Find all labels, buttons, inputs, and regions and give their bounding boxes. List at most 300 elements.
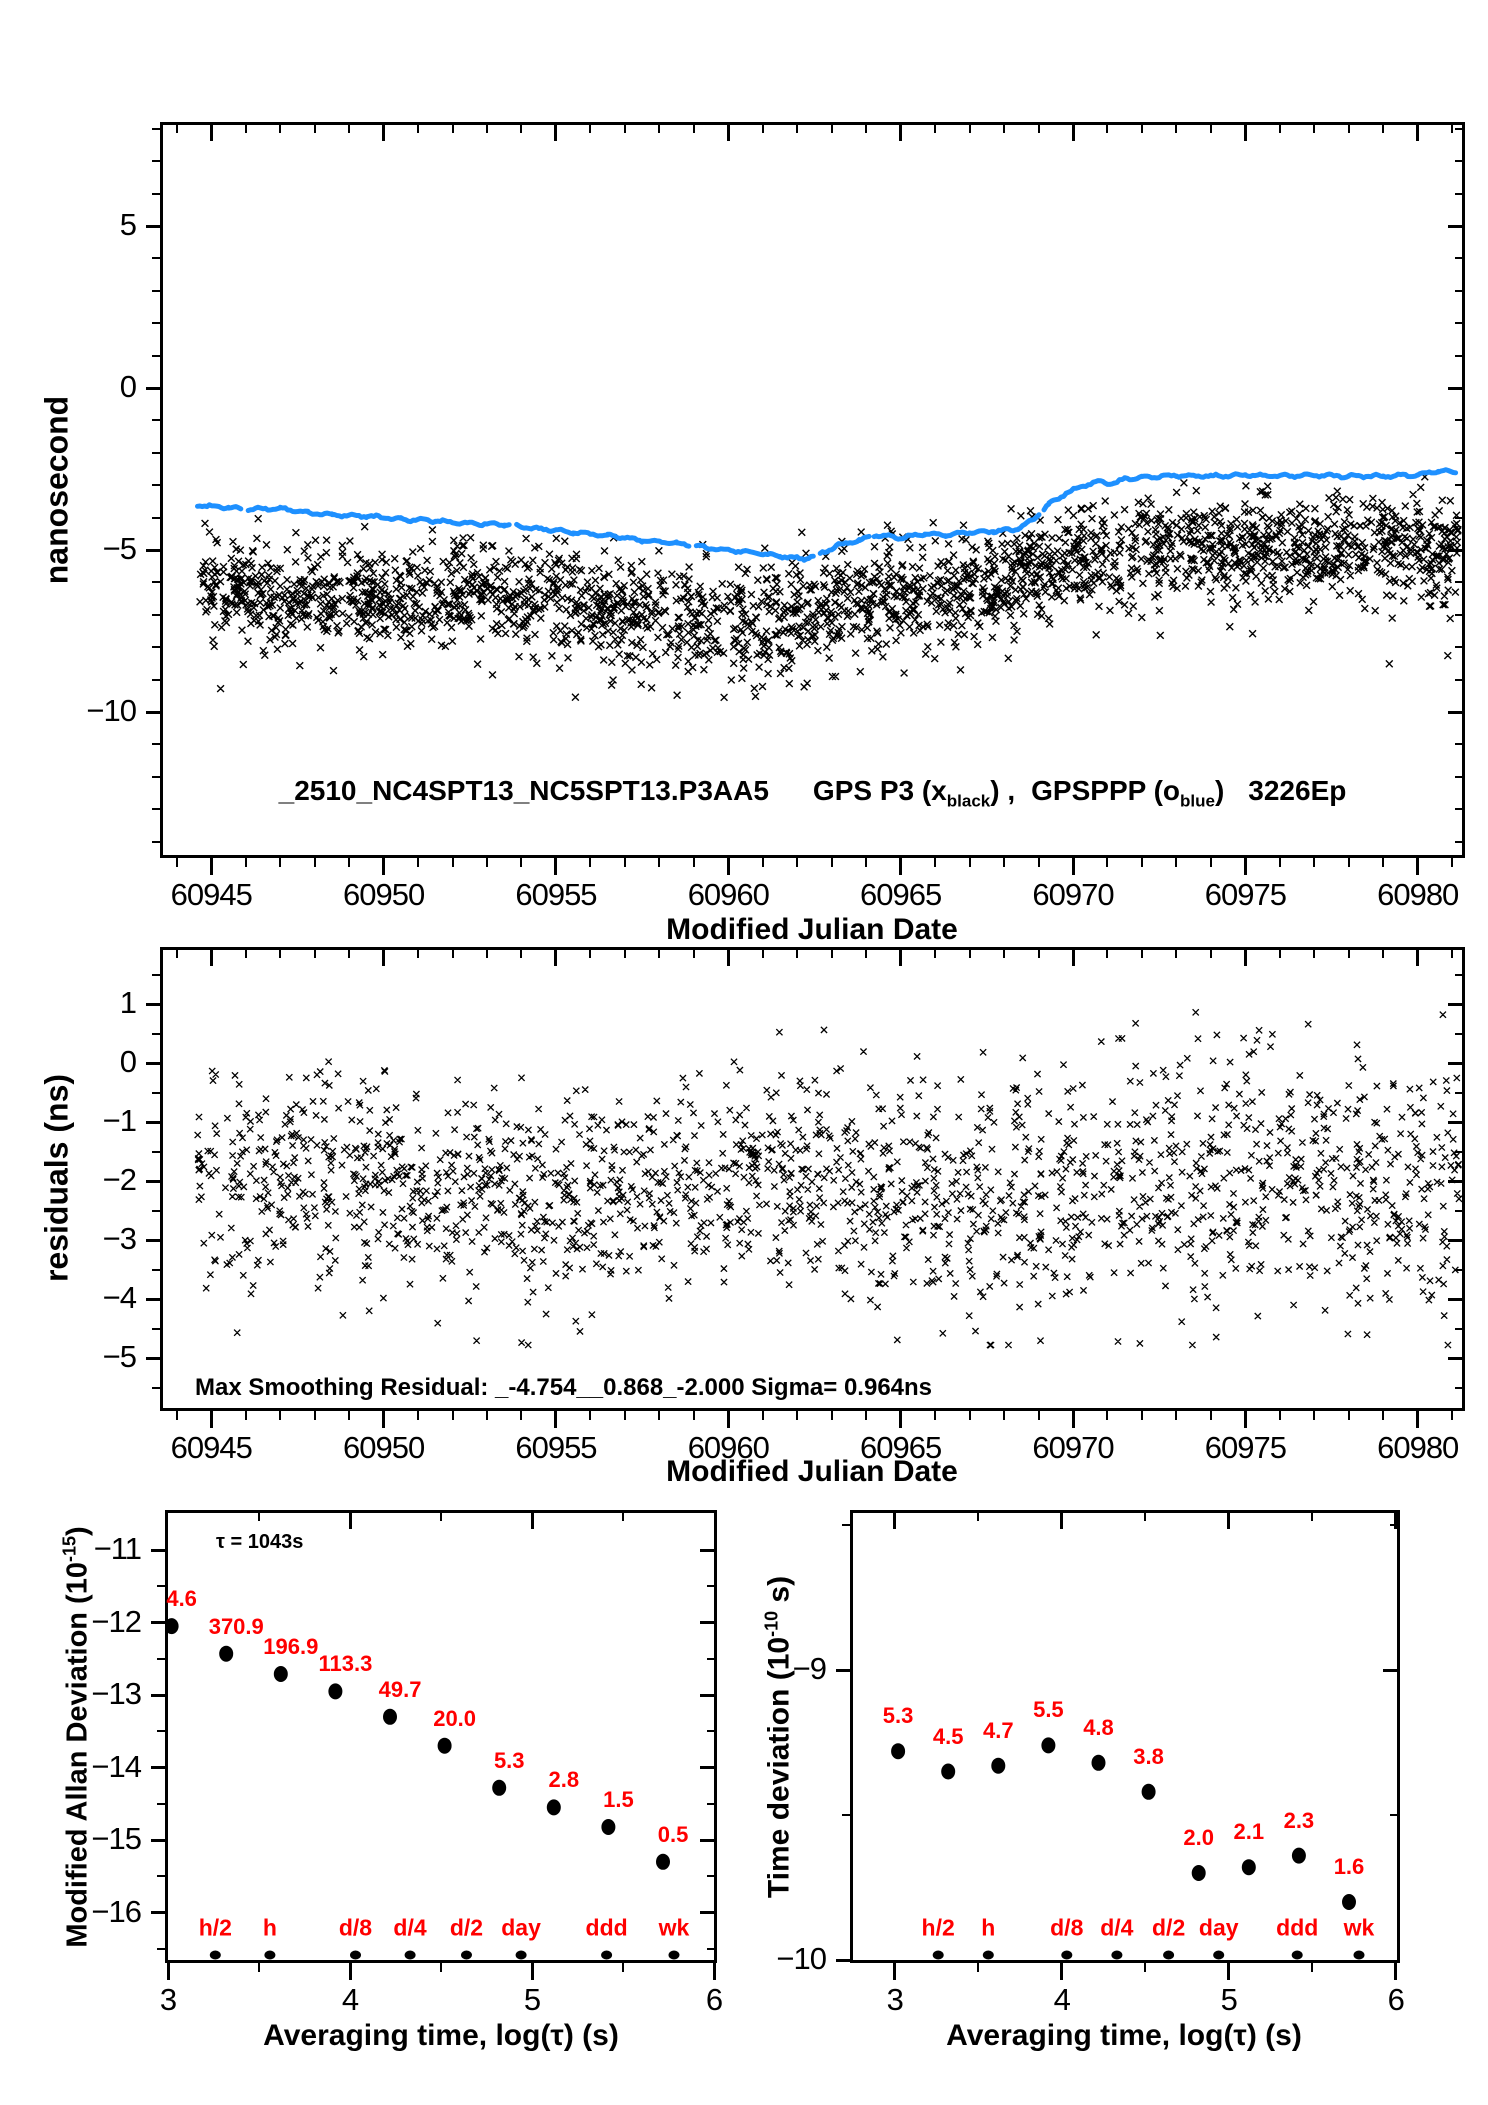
- category-tick-dot: [1163, 1951, 1174, 1960]
- x-minor-tick-top: [1106, 125, 1108, 133]
- x-minor-tick-top: [417, 950, 419, 958]
- x-major-tick: [899, 858, 902, 875]
- x-minor-tick: [1144, 1963, 1146, 1972]
- y-tick-label: −13: [91, 1676, 141, 1711]
- tdev-ylabel-main: Time deviation (10: [762, 1636, 796, 1899]
- y-minor-tick: [152, 679, 160, 681]
- epoch-count-label: 3226Ep: [1248, 775, 1347, 806]
- x-minor-tick-top: [934, 125, 936, 133]
- y-minor-tick-right: [1455, 290, 1462, 292]
- y-major-tick-right: [1448, 549, 1462, 552]
- title-close: ): [1214, 775, 1225, 806]
- y-tick-label: −14: [91, 1748, 141, 1784]
- category-tick-dot: [516, 1951, 527, 1960]
- x-tick-label: 60965: [860, 877, 942, 912]
- x-minor-tick-top: [865, 125, 867, 133]
- data-point-value-label: 5.3: [493, 1747, 525, 1773]
- y-major-tick: [146, 1357, 160, 1360]
- x-major-tick-top: [893, 1513, 896, 1529]
- x-major-tick-top: [1060, 1513, 1063, 1529]
- tdev-ylabel-exponent: -10: [761, 1610, 782, 1637]
- x-minor-tick-top: [1038, 125, 1040, 133]
- x-minor-tick: [1313, 858, 1315, 867]
- y-minor-tick-right: [1455, 1092, 1462, 1094]
- y-major-tick-right: [700, 1694, 714, 1697]
- y-major-tick-right: [1448, 1121, 1462, 1124]
- category-tick-dot: [350, 1951, 361, 1960]
- data-point-value-label: 4.5: [932, 1723, 964, 1749]
- category-tick-dot: [210, 1951, 221, 1960]
- x-minor-tick-top: [314, 950, 316, 958]
- y-minor-tick: [842, 1524, 850, 1526]
- y-major-tick: [146, 549, 160, 552]
- x-minor-tick-top: [658, 125, 660, 133]
- x-minor-tick-top: [796, 125, 798, 133]
- category-tick-dot: [933, 1951, 944, 1960]
- x-major-tick-top: [1244, 950, 1247, 966]
- y-minor-tick-right: [1455, 646, 1462, 648]
- category-label: day: [501, 1914, 541, 1941]
- data-point-value-label: 5.5: [1033, 1697, 1064, 1723]
- data-point-dot: [1041, 1737, 1055, 1753]
- dataset-id-label: _2510_NC4SPT13_NC5SPT13.P3AA5: [278, 775, 769, 806]
- x-minor-tick-top: [693, 950, 695, 958]
- data-point-dot: [492, 1780, 506, 1796]
- x-minor-tick: [1279, 1411, 1281, 1420]
- x-minor-tick-top: [279, 950, 281, 958]
- x-minor-tick: [1210, 858, 1212, 867]
- y-tick-label: 0: [119, 369, 136, 404]
- x-minor-tick-top: [622, 1513, 624, 1521]
- y-minor-tick-right: [1455, 257, 1462, 259]
- y-minor-tick-right: [1455, 1033, 1462, 1035]
- x-tick-label: 6: [1387, 1982, 1404, 2017]
- x-tick-label: 3: [886, 1982, 903, 2017]
- category-tick-dot: [1354, 1951, 1365, 1960]
- x-minor-tick-top: [279, 125, 281, 133]
- x-minor-tick-top: [831, 125, 833, 133]
- y-tick-label: −4: [102, 1280, 136, 1315]
- category-label: h/2: [198, 1914, 232, 1941]
- x-tick-label: 60980: [1377, 877, 1459, 912]
- y-tick-label: −5: [102, 1339, 136, 1374]
- y-tick-label: 0: [119, 1044, 136, 1079]
- data-point-value-label: 49.7: [378, 1676, 422, 1702]
- mdev-plot: [168, 1513, 714, 1960]
- x-major-tick: [1394, 1963, 1397, 1980]
- x-minor-tick-top: [1141, 950, 1143, 958]
- data-point-dot: [1292, 1848, 1306, 1864]
- x-minor-tick: [176, 1411, 178, 1420]
- x-major-tick: [1416, 1411, 1419, 1428]
- x-major-tick-top: [1244, 125, 1247, 141]
- x-major-tick-top: [1072, 950, 1075, 966]
- data-point-value-label: 2.3: [1283, 1807, 1315, 1833]
- x-major-tick: [1072, 1411, 1075, 1428]
- mdev-x-axis-title: Averaging time, log(τ) (s): [263, 2019, 619, 2052]
- data-point-value-label: 4.8: [1083, 1714, 1114, 1740]
- y-minor-tick: [157, 1585, 165, 1587]
- y-minor-tick-right: [1455, 1387, 1462, 1389]
- x-minor-tick: [1003, 858, 1005, 867]
- data-point-dot: [219, 1646, 233, 1662]
- y-minor-tick-right: [1455, 808, 1462, 810]
- x-minor-tick: [1106, 858, 1108, 867]
- y-major-tick-right: [1448, 711, 1462, 714]
- category-label: h/2: [921, 1914, 955, 1941]
- category-label: d/2: [1152, 1914, 1186, 1941]
- data-point-value-label: 196.9: [263, 1633, 319, 1659]
- data-point-dot: [168, 1618, 179, 1634]
- x-major-tick: [1060, 1963, 1063, 1980]
- data-point-dot: [1192, 1865, 1206, 1881]
- y-major-tick-right: [700, 1766, 714, 1769]
- data-point-value-label: 2.0: [1183, 1825, 1214, 1850]
- x-minor-tick-top: [1106, 950, 1108, 958]
- x-minor-tick: [589, 858, 591, 867]
- x-minor-tick: [520, 1411, 522, 1420]
- series1-sub: black: [946, 791, 991, 811]
- x-minor-tick-top: [1311, 1513, 1313, 1521]
- x-minor-tick: [977, 1963, 979, 1972]
- x-major-tick-top: [1072, 125, 1075, 141]
- x-tick-label: 60950: [342, 877, 425, 912]
- x-minor-tick-top: [1144, 1513, 1146, 1521]
- category-tick-dot: [264, 1951, 275, 1960]
- x-minor-tick: [969, 858, 971, 867]
- y-minor-tick: [152, 452, 160, 454]
- top-y-axis-title: nanosecond: [38, 395, 75, 585]
- tdev-y-axis-title: [762, 1576, 797, 1898]
- x-major-tick: [382, 1411, 385, 1428]
- x-major-tick: [554, 858, 557, 875]
- y-major-tick-right: [700, 1549, 714, 1552]
- x-major-tick: [727, 858, 730, 875]
- data-point-value-label: 3.8: [1133, 1743, 1164, 1769]
- x-minor-tick-top: [1382, 125, 1384, 133]
- x-major-tick: [210, 858, 213, 875]
- data-point-dot: [941, 1764, 955, 1780]
- data-point-dot: [1142, 1784, 1156, 1800]
- y-major-tick-right: [1448, 1003, 1462, 1006]
- gps-p3-scatter-series: [197, 474, 1462, 701]
- y-minor-tick: [152, 1151, 160, 1153]
- x-major-tick-top: [727, 125, 730, 141]
- residuals-chart-panel: [102, 947, 1465, 1465]
- data-point-dot: [547, 1799, 561, 1815]
- category-tick-dot: [1292, 1951, 1303, 1960]
- y-minor-tick: [152, 290, 160, 292]
- x-major-tick-top: [554, 125, 557, 141]
- x-minor-tick: [417, 1411, 419, 1420]
- category-tick-dot: [1061, 1951, 1072, 1960]
- top-x-axis-title: Modified Julian Date: [666, 913, 958, 946]
- x-minor-tick: [520, 858, 522, 867]
- x-minor-tick: [452, 1411, 454, 1420]
- y-minor-tick: [152, 1033, 160, 1035]
- x-minor-tick-top: [520, 125, 522, 133]
- y-minor-tick: [157, 1875, 165, 1877]
- x-minor-tick-top: [245, 950, 247, 958]
- x-tick-label: 60955: [515, 877, 597, 912]
- x-major-tick-top: [899, 125, 902, 141]
- x-minor-tick-top: [1279, 125, 1281, 133]
- mdev-y-axis-title: [60, 1526, 95, 1947]
- top-chart-panel: [86, 122, 1465, 912]
- x-minor-tick: [693, 858, 695, 867]
- y-minor-tick-right: [1455, 160, 1462, 162]
- x-minor-tick: [314, 858, 316, 867]
- data-point-dot: [328, 1683, 342, 1699]
- x-minor-tick-top: [1313, 125, 1315, 133]
- y-minor-tick-right: [1455, 679, 1462, 681]
- title-sep: ) ,: [990, 775, 1016, 806]
- x-minor-tick-top: [934, 950, 936, 958]
- x-minor-tick: [440, 1963, 442, 1972]
- y-minor-tick: [152, 581, 160, 583]
- residuals-scatter-series: [195, 1009, 1462, 1348]
- series2-sub: blue: [1180, 791, 1215, 811]
- y-minor-tick: [152, 484, 160, 486]
- y-minor-tick-right: [1390, 1524, 1397, 1526]
- y-major-tick-right: [1383, 1669, 1397, 1672]
- x-minor-tick: [622, 1963, 624, 1972]
- mdev-chart-panel: [91, 1510, 723, 2017]
- y-minor-tick-right: [1455, 193, 1462, 195]
- series2-label: GPSPPP (o: [1031, 775, 1180, 806]
- x-major-tick: [210, 1411, 213, 1428]
- top-panel-title: [163, 775, 1462, 812]
- y-tick-label: −10: [86, 693, 136, 728]
- x-minor-tick-top: [245, 125, 247, 133]
- category-tick-dot: [983, 1951, 994, 1960]
- x-tick-label: 60975: [1204, 1430, 1286, 1465]
- data-point-dot: [891, 1743, 905, 1759]
- x-minor-tick-top: [831, 950, 833, 958]
- x-minor-tick: [1175, 1411, 1177, 1420]
- y-minor-tick: [152, 1092, 160, 1094]
- x-minor-tick-top: [176, 950, 178, 958]
- y-tick-label: −15: [91, 1821, 141, 1856]
- x-tick-label: 60975: [1204, 877, 1286, 912]
- y-major-tick: [146, 711, 160, 714]
- y-minor-tick: [152, 974, 160, 976]
- x-minor-tick: [934, 1411, 936, 1420]
- y-major-tick-right: [700, 1911, 714, 1914]
- tdev-x-axis-title: Averaging time, log(τ) (s): [946, 2019, 1302, 2052]
- mdev-ylabel-exponent: -15: [59, 1536, 80, 1563]
- y-minor-tick: [152, 193, 160, 195]
- data-point-value-label: 2.1: [1233, 1819, 1265, 1845]
- x-major-tick: [727, 1411, 730, 1428]
- x-major-tick-top: [1394, 1513, 1397, 1529]
- x-minor-tick: [831, 858, 833, 867]
- x-minor-tick-top: [1175, 950, 1177, 958]
- y-minor-tick-right: [1455, 841, 1462, 843]
- x-minor-tick: [279, 858, 281, 867]
- mdev-ylabel-main: Modified Allan Deviation (10: [61, 1562, 94, 1948]
- y-minor-tick-right: [1455, 743, 1462, 745]
- x-minor-tick-top: [969, 950, 971, 958]
- y-tick-label: 5: [119, 207, 136, 242]
- y-major-tick: [146, 1180, 160, 1183]
- y-minor-tick-right: [1455, 322, 1462, 324]
- data-point-dot: [1342, 1894, 1356, 1910]
- y-minor-tick-right: [1455, 1328, 1462, 1330]
- y-minor-tick: [152, 257, 160, 259]
- x-minor-tick: [934, 858, 936, 867]
- category-tick-dot: [1111, 1951, 1122, 1960]
- y-minor-tick: [152, 517, 160, 519]
- x-major-tick-top: [210, 950, 213, 966]
- x-minor-tick: [624, 1411, 626, 1420]
- y-minor-tick: [152, 1210, 160, 1212]
- x-minor-tick-top: [658, 950, 660, 958]
- x-tick-label: 5: [1220, 1982, 1237, 2017]
- y-minor-tick-right: [1455, 452, 1462, 454]
- x-minor-tick-top: [969, 125, 971, 133]
- y-minor-tick-right: [1455, 974, 1462, 976]
- x-minor-tick-top: [176, 125, 178, 133]
- x-minor-tick-top: [762, 950, 764, 958]
- x-minor-tick: [1141, 858, 1143, 867]
- y-minor-tick: [152, 128, 160, 130]
- x-major-tick-top: [554, 950, 557, 966]
- y-minor-tick-right: [1455, 419, 1462, 421]
- category-label: wk: [1343, 1914, 1375, 1941]
- x-major-tick-top: [349, 1513, 352, 1529]
- x-minor-tick: [417, 858, 419, 867]
- x-minor-tick-top: [258, 1513, 260, 1521]
- x-minor-tick: [348, 1411, 350, 1420]
- data-point-dot: [274, 1666, 288, 1682]
- y-major-tick-right: [1448, 1062, 1462, 1065]
- x-major-tick-top: [382, 950, 385, 966]
- x-minor-tick: [245, 1411, 247, 1420]
- x-major-tick: [531, 1963, 534, 1980]
- category-tick-dot: [669, 1951, 680, 1960]
- data-point-value-label: 4.7: [982, 1717, 1014, 1743]
- x-minor-tick: [1210, 1411, 1212, 1420]
- y-minor-tick: [157, 1948, 165, 1950]
- x-minor-tick: [658, 1411, 660, 1420]
- data-point-value-label: 0.5: [657, 1821, 689, 1847]
- y-tick-label: −16: [91, 1893, 141, 1929]
- x-minor-tick: [796, 1411, 798, 1420]
- x-tick-label: 60955: [515, 1430, 597, 1465]
- residuals-x-axis-title: Modified Julian Date: [666, 1455, 958, 1488]
- x-minor-tick: [176, 858, 178, 867]
- y-tick-label: −2: [102, 1162, 136, 1197]
- x-minor-tick: [452, 858, 454, 867]
- x-minor-tick: [1038, 1411, 1040, 1420]
- x-major-tick: [1244, 1411, 1247, 1428]
- x-minor-tick: [279, 1411, 281, 1420]
- x-minor-tick-top: [1451, 950, 1453, 958]
- x-minor-tick-top: [1279, 950, 1281, 958]
- x-tick-label: 4: [341, 1982, 359, 2017]
- y-minor-tick: [157, 1803, 165, 1805]
- x-minor-tick-top: [1141, 125, 1143, 133]
- category-label: d/2: [449, 1914, 484, 1941]
- y-minor-tick: [152, 419, 160, 421]
- x-minor-tick: [1348, 858, 1350, 867]
- x-major-tick-top: [727, 950, 730, 966]
- y-minor-tick: [152, 614, 160, 616]
- x-minor-tick-top: [1451, 125, 1453, 133]
- category-label: d/8: [1050, 1914, 1084, 1941]
- x-minor-tick: [348, 858, 350, 867]
- y-minor-tick: [157, 1730, 165, 1732]
- category-label: d/8: [338, 1914, 373, 1941]
- tdev-ylabel-close: s): [762, 1575, 796, 1611]
- data-point-value-label: 1.5: [603, 1786, 634, 1812]
- x-minor-tick: [693, 1411, 695, 1420]
- x-minor-tick: [486, 858, 488, 867]
- y-major-tick: [146, 387, 160, 390]
- x-minor-tick: [969, 1411, 971, 1420]
- y-minor-tick: [152, 1387, 160, 1389]
- x-major-tick: [1072, 858, 1075, 875]
- x-tick-label: 60960: [687, 877, 769, 912]
- x-minor-tick-top: [693, 125, 695, 133]
- y-tick-label: −11: [93, 1531, 141, 1566]
- x-tick-label: 6: [705, 1982, 723, 2017]
- data-point-dot: [1242, 1859, 1256, 1875]
- x-minor-tick-top: [977, 1513, 979, 1521]
- data-point-value-label: 2.8: [548, 1767, 580, 1793]
- x-minor-tick: [865, 1411, 867, 1420]
- y-major-tick-right: [1448, 225, 1462, 228]
- x-minor-tick: [589, 1411, 591, 1420]
- category-label: d/4: [393, 1914, 427, 1941]
- x-minor-tick: [314, 1411, 316, 1420]
- x-minor-tick-top: [417, 125, 419, 133]
- x-tick-label: 60980: [1377, 1430, 1459, 1465]
- series1-label: GPS P3 (x: [812, 775, 947, 806]
- x-tick-label: 60970: [1032, 877, 1114, 912]
- category-label: h: [262, 1914, 277, 1941]
- y-minor-tick: [152, 1269, 160, 1271]
- y-minor-tick-right: [707, 1875, 714, 1877]
- y-minor-tick: [152, 841, 160, 843]
- x-minor-tick-top: [1003, 950, 1005, 958]
- x-tick-label: 60965: [860, 1430, 942, 1465]
- y-minor-tick: [157, 1658, 165, 1660]
- x-minor-tick: [762, 1411, 764, 1420]
- residuals-y-axis-title: residuals (ns): [38, 1073, 75, 1283]
- x-major-tick: [899, 1411, 902, 1428]
- y-minor-tick: [152, 355, 160, 357]
- x-major-tick: [1244, 858, 1247, 875]
- mdev-ylabel-close: ): [61, 1526, 94, 1537]
- x-minor-tick: [1451, 858, 1453, 867]
- y-major-tick-right: [1448, 1239, 1462, 1242]
- x-minor-tick: [1003, 1411, 1005, 1420]
- residuals-scatter-plot: [163, 950, 1462, 1408]
- y-tick-label: 1: [119, 985, 136, 1020]
- x-minor-tick-top: [1348, 950, 1350, 958]
- x-minor-tick: [1106, 1411, 1108, 1420]
- x-minor-tick: [258, 1963, 260, 1972]
- y-major-tick: [151, 1549, 165, 1552]
- y-minor-tick: [152, 808, 160, 810]
- y-tick-label: −12: [91, 1603, 141, 1639]
- x-major-tick-top: [531, 1513, 534, 1529]
- x-tick-label: 60945: [170, 877, 252, 912]
- x-minor-tick-top: [348, 125, 350, 133]
- y-minor-tick-right: [707, 1585, 714, 1587]
